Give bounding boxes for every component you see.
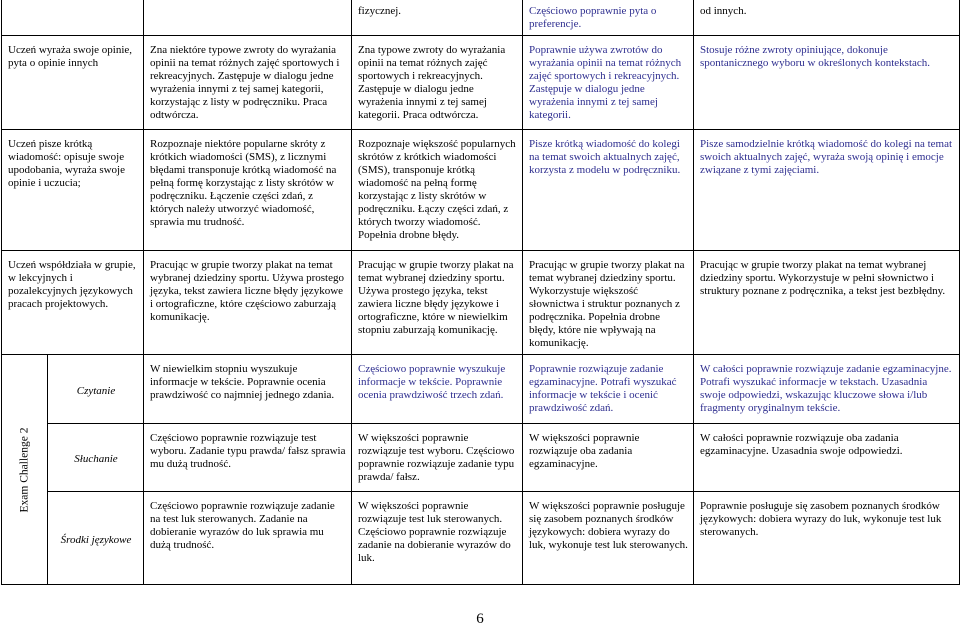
table-cell: Poprawnie używa zwrotów do wyrażania opinii na temat różnych zajęć sportowych i rekreacyjnych. Zastępuje w dialogu jedne wyrażenia innymi z tej samej kategorii. [523,36,694,130]
table-cell: fizycznej. [352,0,523,36]
table-cell: Zna niektóre typowe zwroty do wyrażania opinii na temat różnych zajęć sportowych i rekreacyjnych. Zastępuje w dialogu jedne wyrażenia innymi z tej samej kategorii, korzystając z listy w podręczniku. Praca odtwórcza. [144,36,352,130]
skill-cell: Uczeń współdziała w grupie, w lekcyjnych i pozalekcyjnych językowych pracach projektowych. [2,251,144,355]
table-cell: Poprawnie rozwiązuje zadanie egzaminacyjne. Potrafi wyszukać informacje w tekście i ocenić prawdziwość zdań. [523,355,694,424]
subskill-srodki-jezykowe: Środki językowe [48,492,144,585]
table-cell: W całości poprawnie rozwiązuje zadanie egzaminacyjne. Potrafi wyszukać informacje w tekstach. Uzasadnia swoje odpowiedzi, wskazując kluczowe słowa i/lub fragmenty oryginalnym tekście. [694,355,960,424]
exam-challenge-label-cell [2,355,48,585]
table-cell: Rozpoznaje niektóre popularne skróty z krótkich wiadomości (SMS), z licznymi błędami transponuje krótką wiadomość na pełną formę korzystając z listy skrótów w podręczniku. Łączenie części zdań, z których należy utworzyć wiadomość, sprawia mu trudność. [144,130,352,251]
table-cell [2,0,144,36]
table-cell: W całości poprawnie rozwiązuje oba zadania egzaminacyjne. Uzasadnia swoje odpowiedzi. [694,424,960,492]
table-cell: Częściowo poprawnie rozwiązuje test wyboru. Zadanie typu prawda/ fałsz sprawia mu dużą trudność. [144,424,352,492]
table-cell: Pracując w grupie tworzy plakat na temat wybranej dziedziny sportu. Używa prostego języka, tekst zawiera liczne błędy językowe i ortograficzne, które w niewielkim stopniu zaburzają komunikację. [352,251,523,355]
table-cell: W większości poprawnie posługuje się zasobem poznanych środków językowych: dobiera wyrazy do luk, wykonuje test luk sterowanych. [523,492,694,585]
table-cell: W większości poprawnie rozwiązuje test luk sterowanych. Częściowo poprawnie rozwiązuje zadanie na dobieranie wyrazów do luk. [352,492,523,585]
table-cell: Pisze krótką wiadomość do kolegi na temat swoich aktualnych zajęć, korzysta z modelu w podręczniku. [523,130,694,251]
grading-criteria-table [1,0,960,585]
table-row [2,36,960,130]
subskill-czytanie: Czytanie [48,355,144,424]
exam-challenge-label: Exam Challenge 2 [18,427,30,512]
table-cell: od innych. [694,0,960,36]
table-cell: Częściowo poprawnie wyszukuje informacje w tekście. Poprawnie ocenia prawdziwość trzech zdań. [352,355,523,424]
table-cell: Pracując w grupie tworzy plakat na temat wybranej dziedziny sportu. Używa prostego języka, tekst zawiera liczne błędy językowe i ortograficzne, które częściowo zaburzają komunikację. [144,251,352,355]
subskill-sluchanie: Słuchanie [48,424,144,492]
table-cell: Pracując w grupie tworzy plakat na temat wybranej dziedziny sportu. Wykorzystuje w pełni słownictwo i struktury poznane z podręcznika, a tekst jest bezbłędny. [694,251,960,355]
table-cell [144,0,352,36]
table-cell: Stosuje różne zwroty opiniujące, dokonuje spontanicznego wyboru w określonych kontekstach. [694,36,960,130]
table-cell: Pracując w grupie tworzy plakat na temat wybranej dziedziny sportu. Wykorzystuje większość słownictwa i struktur poznanych z podręcznika. Popełnia drobne błędy, które nie wpływają na komunikację. [523,251,694,355]
skill-cell: Uczeń wyraża swoje opinie, pyta o opinie innych [2,36,144,130]
table-row [2,355,960,424]
table-row [2,0,960,36]
table-cell: W niewielkim stopniu wyszukuje informacje w tekście. Poprawnie ocenia prawdziwość co najmniej jednego zdania. [144,355,352,424]
table-cell: Poprawnie posługuje się zasobem poznanych środków językowych: dobiera wyrazy do luk, wykonuje test luk sterowanych. [694,492,960,585]
skill-cell: Uczeń pisze krótką wiadomość: opisuje swoje upodobania, wyraża swoje opinie i uczucia; [2,130,144,251]
table-row [2,251,960,355]
table-cell: Pisze samodzielnie krótką wiadomość do kolegi na temat swoich aktualnych zajęć, wyraża swoją opinię i emocje związane z tymi zajęciami. [694,130,960,251]
table-cell: Rozpoznaje większość popularnych skrótów z krótkich wiadomości (SMS), transponuje krótką wiadomość na pełną formę korzystając z listy skrótów w podręczniku. Łączy części zdań, z których tworzy wiadomość. Popełnia drobne błędy. [352,130,523,251]
table-row [2,130,960,251]
table-cell: Częściowo poprawnie rozwiązuje zadanie na test luk sterowanych. Zadanie na dobieranie wyrazów do luk sprawia mu dużą trudność. [144,492,352,585]
table-cell: W większości poprawnie rozwiązuje test wyboru. Częściowo poprawnie rozwiązuje zadanie typu prawda/ fałsz. [352,424,523,492]
table-row [2,492,960,585]
table-row [2,424,960,492]
table-cell: Częściowo poprawnie pyta o preferencje. [523,0,694,36]
table-cell: W większości poprawnie rozwiązuje oba zadania egzaminacyjne. [523,424,694,492]
table-cell: Zna typowe zwroty do wyrażania opinii na temat różnych zajęć sportowych i rekreacyjnych. Zastępuje w dialogu jedne wyrażenia innymi z tej samej kategorii. Praca odtwórcza. [352,36,523,130]
page-number: 6 [476,611,484,627]
